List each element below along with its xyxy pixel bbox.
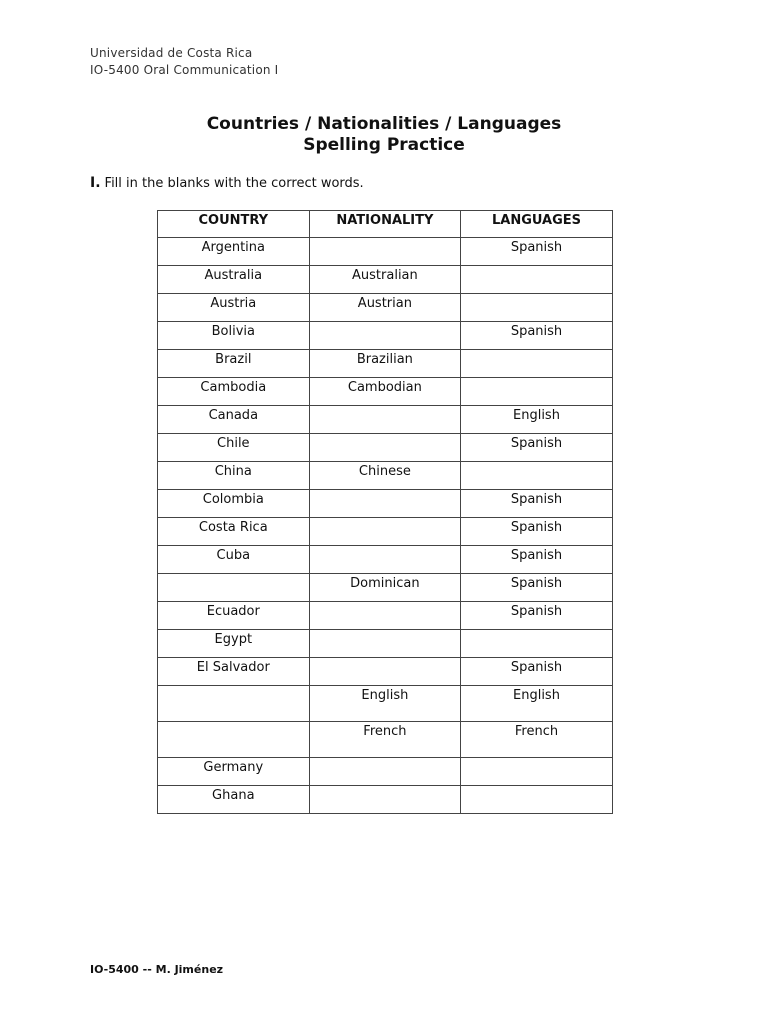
table-row <box>158 686 613 722</box>
table-body <box>158 238 613 814</box>
language-cell: Spanish <box>461 602 613 630</box>
language-cell: French <box>461 722 613 758</box>
language-cell: Spanish <box>461 490 613 518</box>
document-header <box>90 45 278 78</box>
nationality-cell: Cambodian <box>309 378 461 406</box>
country-cell: Ecuador <box>158 602 310 630</box>
table-row <box>158 518 613 546</box>
table-row <box>158 658 613 686</box>
table-header-row <box>158 211 613 238</box>
nationality-cell: Australian <box>309 266 461 294</box>
language-cell: Spanish <box>461 434 613 462</box>
nationality-cell: Chinese <box>309 462 461 490</box>
country-cell: Chile <box>158 434 310 462</box>
nationality-cell: Brazilian <box>309 350 461 378</box>
instruction-text: Fill in the blanks with the correct words. <box>104 176 364 191</box>
nationality-cell <box>309 322 461 350</box>
language-cell <box>461 630 613 658</box>
language-cell: Spanish <box>461 238 613 266</box>
nationality-cell: Austrian <box>309 294 461 322</box>
country-cell: Colombia <box>158 490 310 518</box>
footer: IO-5400 -- M. Jiménez <box>90 963 224 976</box>
nationality-cell <box>309 490 461 518</box>
nationality-cell <box>309 434 461 462</box>
language-cell <box>461 294 613 322</box>
nationality-cell <box>309 602 461 630</box>
header-nationality: NATIONALITY <box>309 211 461 238</box>
page-title <box>0 114 768 156</box>
language-cell <box>461 786 613 814</box>
title-line-1: Countries / Nationalities / Languages <box>206 114 562 134</box>
spelling-table <box>157 210 613 814</box>
country-cell: Australia <box>158 266 310 294</box>
language-cell: English <box>461 406 613 434</box>
table-row <box>158 786 613 814</box>
country-cell: Austria <box>158 294 310 322</box>
table-row <box>158 490 613 518</box>
table-row <box>158 294 613 322</box>
country-cell: Canada <box>158 406 310 434</box>
country-cell: Cuba <box>158 546 310 574</box>
language-cell: Spanish <box>461 546 613 574</box>
instruction-number: I. <box>90 175 101 191</box>
table-row <box>158 434 613 462</box>
language-cell <box>461 378 613 406</box>
nationality-cell <box>309 786 461 814</box>
country-cell: Costa Rica <box>158 518 310 546</box>
table-row <box>158 238 613 266</box>
language-cell: Spanish <box>461 322 613 350</box>
header-country: COUNTRY <box>158 211 310 238</box>
table-row <box>158 546 613 574</box>
country-cell: Brazil <box>158 350 310 378</box>
language-cell <box>461 266 613 294</box>
header-languages: LANGUAGES <box>461 211 613 238</box>
nationality-cell: French <box>309 722 461 758</box>
university-name: Universidad de Costa Rica <box>90 46 253 60</box>
course-name: IO-5400 Oral Communication I <box>90 62 279 77</box>
country-cell <box>158 574 310 602</box>
nationality-cell <box>309 658 461 686</box>
country-cell: Ghana <box>158 786 310 814</box>
language-cell: Spanish <box>461 518 613 546</box>
table-row <box>158 574 613 602</box>
table-row <box>158 462 613 490</box>
table-row <box>158 630 613 658</box>
language-cell <box>461 350 613 378</box>
nationality-cell <box>309 630 461 658</box>
table-row <box>158 602 613 630</box>
nationality-cell <box>309 406 461 434</box>
country-cell: China <box>158 462 310 490</box>
language-cell <box>461 758 613 786</box>
country-cell <box>158 722 310 758</box>
nationality-cell: English <box>309 686 461 722</box>
country-cell: El Salvador <box>158 658 310 686</box>
table-row <box>158 350 613 378</box>
table-row <box>158 722 613 758</box>
table-row <box>158 266 613 294</box>
language-cell: Spanish <box>461 658 613 686</box>
country-cell: Argentina <box>158 238 310 266</box>
instruction <box>90 175 364 191</box>
nationality-cell <box>309 518 461 546</box>
language-cell: English <box>461 686 613 722</box>
title-line-2: Spelling Practice <box>303 135 465 155</box>
language-cell: Spanish <box>461 574 613 602</box>
table-row <box>158 378 613 406</box>
table-row <box>158 406 613 434</box>
table-row <box>158 322 613 350</box>
nationality-cell <box>309 546 461 574</box>
language-cell <box>461 462 613 490</box>
nationality-cell <box>309 758 461 786</box>
country-cell <box>158 686 310 722</box>
country-cell: Germany <box>158 758 310 786</box>
country-cell: Bolivia <box>158 322 310 350</box>
country-cell: Egypt <box>158 630 310 658</box>
table-row <box>158 758 613 786</box>
nationality-cell: Dominican <box>309 574 461 602</box>
country-cell: Cambodia <box>158 378 310 406</box>
nationality-cell <box>309 238 461 266</box>
